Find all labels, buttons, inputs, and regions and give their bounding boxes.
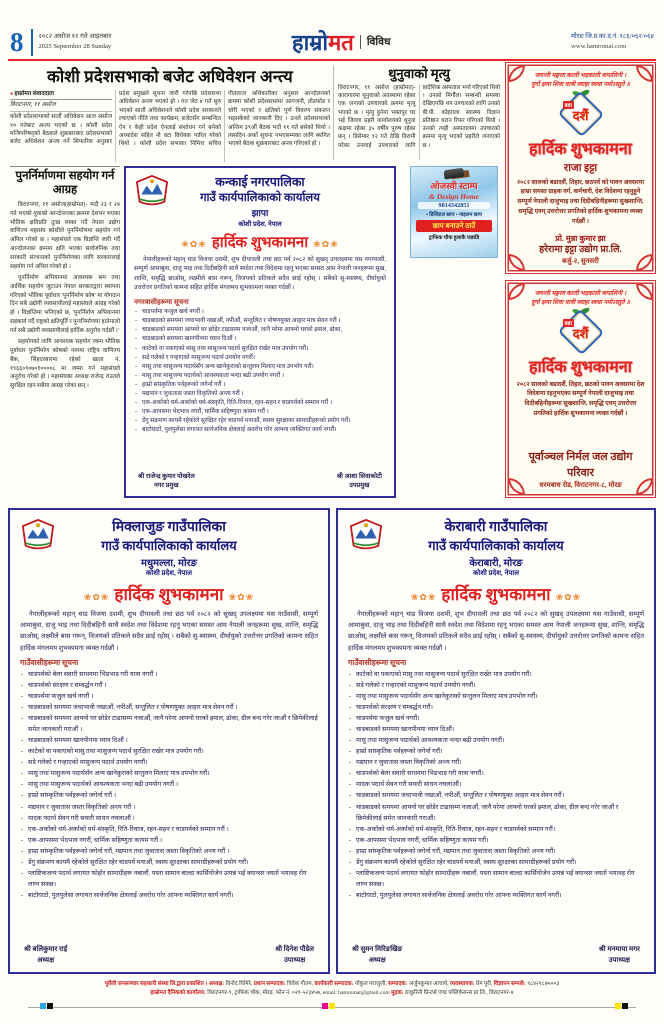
notice-bullet: - प्लाष्टिकजन्य पदार्थ लगायत फोहोर सामाग्रीहरू नबालौं, यस्ता सामान बाल्दा कार्सिनोजेन उत्पन्न भई क्यान्सर जस्तो भयावह रोग लाग्न सक्छ। [20, 868, 318, 890]
notice-heading: गाउँवासीहरूमा सूचना [20, 657, 79, 667]
signature-left [24, 944, 67, 965]
imprint-line-2 [20, 989, 644, 998]
signatory-name: श्री आशा सिवाकोटी [336, 472, 382, 480]
municipality-office: गाउँ कार्यपालिकाको कार्यालय [200, 192, 320, 204]
footer-segment: अध्यक्ष: [208, 981, 226, 987]
bada-dashain-logo-icon [559, 311, 603, 353]
notice-bullet: - सडे गलेको र गन्हाएको मासुजन्य पदार्थ उपयोग नगरौं। [20, 757, 318, 768]
footer-segment: विराटनगर-९, ट्राफिक चोक, मोरङ, फोन नं. ०२१-५२३४५७, email: hamromat@gmail.com [207, 989, 392, 996]
notice-bullet: - काटेको वा पकाएको मासु तथा मासुजन्य पदार्थ सुरक्षित राखेर मात्र उपयोग गरौं। [134, 345, 386, 354]
municipality-province: कोशी प्रदेश, नेपाल [146, 569, 192, 577]
notice-bullet: - मादक पदार्थ सेवन गरी सवारी साधन नचलाऔं। [348, 779, 644, 790]
registration-number: मोरङ जि.प्र.का.द.नं. १८६/०६२/०६४ [571, 33, 654, 41]
signatory-role: अध्यक्ष [368, 955, 386, 964]
notice-bullet: - एक-अर्काको धर्म-अर्काको धर्म-संस्कृति, रिति-रिवाज, रहन-सहन र चाडपर्वको सम्मान गरौं । [20, 824, 318, 835]
municipality-header [20, 517, 318, 578]
footer-segment: विज्ञापन सम्पर्क: [493, 981, 528, 987]
signature-left [352, 944, 402, 965]
article-body-columns [338, 84, 500, 160]
imprint-line-1 [20, 980, 644, 989]
signatory-role: उपप्रमुख [349, 482, 370, 490]
signatory-role: अध्यक्ष [37, 955, 55, 964]
notice-bullet: - एक-अर्काको धर्म-अर्काको धर्म-संस्कृति, रिति-रिवाज, रहन-सहन र चाडपर्वको सम्मान गरौं। [348, 824, 644, 835]
ad-raja-itta [505, 62, 656, 274]
logo-text-bada: बडा [564, 102, 573, 109]
notice-bullet: - चाडबाडको समयमा खानपीनमा ध्यान दिऔं । [134, 335, 386, 344]
footer-segment: हाम्रोमत दैनिकको कार्यालय: [150, 989, 208, 996]
notice-bullet: - मद्यपान र जुवातास जस्ता विकृतिको अन्त्य गरौं । [134, 390, 386, 399]
greeting-title: हार्दिक शुभकामना [529, 358, 632, 376]
greeting-title-row [134, 232, 386, 252]
notice-bullet: - चाडपर्वमा फजुल खर्च नगरौं। [348, 713, 644, 724]
flower-decoration-icon: ❀✿❀ [83, 592, 110, 602]
dateline: विराटनगर, ११ असोज [10, 101, 112, 111]
notice-bullet: - डेंगु संक्रमण कायमै रहेकोले सुरक्षित रहेर चाडपर्व मनाऔं, स्वस्थ सुरक्षाका सामाग्रीहरूको प्रयोग गरौं। [20, 857, 318, 868]
footer-segment: अर्जुनकुमार आचार्य, [408, 981, 450, 987]
municipality-name: केराबारी गाउँपालिका [444, 520, 548, 535]
flower-decoration-icon: ❀✿❀ [228, 592, 255, 602]
notice-heading: गाउँवासीहरूमा सूचना [348, 657, 407, 667]
flower-decoration-icon: ❀✿❀ [181, 239, 207, 249]
durga-mantra: जयन्ती मङ्गला काली भद्रकाली कपालिनी । दुर्गा क्षमा शिवा धात्री स्वाहा स्वधा नमोऽस्तुते ॥ [531, 290, 630, 307]
stamp-ad-subtitle: & Design Home [429, 192, 479, 201]
footer-segment: ठाकुरिनी प्रिन्टर्स एण्ड पब्लिकेसन्स प्रा.लि., विराटनगर-४ [405, 989, 514, 996]
notice-bullet: - चाडबाडको समयमा जथाभावी नखाऔं, नपीऔं, सन्तुलित र पोषणयुक्त आहार मात्र सेवन गरौं । [134, 317, 386, 326]
company-name: हरेरामा इट्टा उद्योग प्रा.लि. [539, 244, 622, 255]
article-detainee-death [338, 64, 500, 164]
greeting-body: नेपालीहरूको महान् चाड विजया दशमी, शुभ दीपावली तथा छठ पर्व २०८२ को सुखद् उपलक्ष्यमा यस गाउँवासी, सम्पूर्ण आमाबुवा, दाजु भाइ तथा दिदीबहिनी साथै स्वदेश तथा विदेशमा रहनु भएका समस्त आम नेपाली जनहरूमा सुख, शान्ति, समृद्धि छाओस्, लक्ष्मीले बास गरून्, विजयको प्रतिकले सदैव छाई रहोस् । सबैको सु-स्वास्थ्य, दीर्घायुको उत्तरोत्तर प्रगतिको कामना सहित हार्दिक मंगलमय शुभकामना व्यक्त गर्दछौं । [20, 611, 318, 652]
byline-dot-icon: ● [10, 92, 14, 97]
ad-kerabari-municipality [336, 508, 656, 974]
footer-segment: व्यवस्थापक: [449, 981, 477, 987]
notice-bullet: - मद्यपान र जुवातास जस्ता विकृतिको अन्त्य गरौं। [348, 757, 644, 768]
article-headline: कोशी प्रदेशसभाको बजेट अधिवेशन अन्त्य [47, 67, 293, 86]
notice-bullet: - बाटोघाटो, पुलपुलेसा लगायत सार्वजनिक क्षेत्रलाई अवरोध गरेर आफ्ना व्यक्तिगत कार्य नगरौं। [134, 426, 386, 435]
company-address: बर्जु-२, सुनसरी [562, 257, 599, 266]
signature-right [275, 944, 314, 965]
bada-dashain-logo-icon [559, 93, 603, 135]
date-block [39, 32, 112, 51]
notice-bullet: - सडे गलेको र गन्हाएको मासुजन्य पदार्थ उपयोग नगरौं। [134, 354, 386, 363]
column-divider [333, 66, 334, 160]
signatory-role: नगर प्रमुख [154, 482, 179, 490]
notice-bullet: - चाडपर्वमा फजुल खर्च नगरौं । [134, 308, 386, 317]
article-body-text: कोशी प्रदेशसभाको सातौं अधिवेशन आज असोज १० गतेबाट अन्त्य भएको छ । कोशी प्रदेश मन्त्रिपरिषद्को बैठकले शुक्रबारबाट प्रदेशसभाको बजेट अधिवेशन अन्त्य गर्ने सिफारिस अनुसार प्रदेश प्रमुखले सूचना जारी गरेपछि प्रदेशसभा अधिवेशन अन्त्य भएको हो । गत जेठ ४ गते सुरु भएको सातौं अधिवेशनले कोशी प्रदेश सरकारले ल्याएको नीति तथा कार्यक्रम, बजेटसँग सम्बन्धित ऐन र केही प्रदेश ऐनलाई संशोधन गर्न बनेको अध्यादेश सहित नौ वटा विधेयक पारित गरेको थियो । कोशी प्रदेश सभाका निमित्त सचिव गीताराज अधिकारीका अनुसार आन्दोलनको क्रममा कोशी प्रदेशसभामा आगजनी, तोडफोड र चोरी भएको र क्षतिको पूर्ण विवरण संकलन भइसकेको जानकारी दिए । उनले प्रदेशसभाको अन्तिम ३९औं बैठक भदौ ११ गते बसेको थियो । त्यसदिन अर्को सूचना नभएसम्मका लागि स्थगित भएको बैठक शुक्रबारबाट अन्त्य गरिएको हो । [10, 91, 330, 148]
signatory-name: श्री राजेन्द्र कुमार पोखरेल [138, 472, 195, 480]
signature-row [348, 942, 644, 965]
notice-bullet: - चाडपर्वको बेला सवारी साधनमा भिडभाड गरी यात्रा नगरौं । [20, 669, 318, 680]
greeting-title: हार्दिक शुभकामना [529, 140, 632, 158]
footer-segment: विवेक गौतम, [287, 981, 315, 987]
municipality-province: कोशी प्रदेश, नेपाल [473, 569, 519, 577]
rubber-stamp-icon [443, 168, 464, 180]
notice-bullet-list [20, 669, 318, 900]
ad-miklajung-municipality [8, 508, 330, 974]
notice-bullet: - मासु तथा मासुजन्य पदार्थसँग अन्य खानेकुराको सन्तुलन मिलाए मात्र उपभोग गरौं। [20, 768, 318, 779]
notice-bullet: - एक-आपसमा भेदभाव नगरौं, धार्मिक सहिष्णुता कायम गरौं। [348, 835, 644, 846]
municipality-name: कन्काई नगरपालिका [215, 175, 305, 189]
notice-bullet: - एक-आपसमा भेदभाव नगरौं, धार्मिक सहिष्णुता कायम गरौं । [20, 835, 318, 846]
date-english: 2025 September 28 Sunday [38, 43, 112, 50]
footer-segment: प्रेम पुरी, [476, 981, 494, 987]
flower-decoration-icon: ❀✿❀ [555, 592, 582, 602]
municipality-emblem-icon [348, 519, 384, 551]
article-body-text: विराटनगर, ११ असोज (हाम्रोमत)- कारागारमा थुनुवाको अवस्थामा रहेका एक जनाको उपचारको क्रममा मृत्यु भएको छ । मृत्यु हुनेमा भक्तपुर घर भई जिल्ला प्रहरी कार्यालयको थुनुवा कक्षमा रहेका ३५ वर्षीय पुरुष रहेका छन् । डिसेम्बर १२ गते देखि विरामी परेका उनलाई उपचारको लागि प्रादेशिक अस्पताल भर्ना गरिएको थियो । उनको मिर्गौला सम्बन्धी समस्या देखिएपछि थप उपचारको लागि उनको बी.पी. कोइराला स्वास्थ्य विज्ञान प्रतिष्ठान धरान रिफर गरिएको थियो । उनको त्यही अस्पतालमा उपचारको क्रममा मृत्यु भएको प्रहरीले जनाएको छ । [338, 85, 500, 149]
logo-text-dashain: दशैं [572, 325, 589, 341]
notice-bullet: - चाडबाडको समयमा आफ्नो घर छोडेर टाढासम्म नजाऔं, जानै परेमा आफ्नो घरको झ्याल, ढोका, [134, 326, 386, 335]
signature-right [599, 944, 640, 965]
masthead [292, 27, 391, 57]
page-number: 8 [10, 29, 33, 56]
greeting-body: २०८२ सालको बडादशैं, तिहार, छठपर्व को पावन अवसरमा हाम्रा समस्त ग्राहक वर्ग, कर्मचारी, देश विदेशमा रहनुहुने सम्पूर्ण नेपाली दाजुभाइ तथा दिदीबहिनीहरूमा सुखशान्ति, समृद्धि एवम् उत्तरोत्तर प्रगतिको हार्दिक शुभकामना व्यक्त गर्दछौं । [516, 178, 645, 225]
notice-bullet: - मासु तथा मासुजन्य पदार्थसँग अन्य खानेकुराको सन्तुलन मिलाए मात्र उपभोग गरौं। [134, 363, 386, 372]
municipality-header [134, 173, 386, 228]
logo-text-dashain: दशैं [572, 107, 589, 123]
greeting-title: हार्दिक शुभकामना [211, 235, 309, 251]
notice-bullet: - चाडबाडको समयमा खानपीनमा ध्यान दिऔं । [20, 735, 318, 746]
footer-segment: गोकुल पराजुली, [354, 981, 389, 987]
section-label: विविध [360, 35, 391, 49]
article-headline: पुनर्निर्माणमा सहयोग गर्न आग्रह [15, 170, 115, 197]
greeting-body: २०८२ सालको बडादशैं, तिहार, छठको पावन अवसरमा देश विदेशमा रहनुभएका सम्पूर्ण नेपाली दाजुभाइ तथा दिदीबहिनीहरूमा सुखशान्ति, समृद्धि एवम् उत्तरोत्तर प्रगतिको हार्दिक शुभकामना व्यक्त गर्दछौं । [516, 380, 645, 417]
stamp-ad-phone: 9814342851 [418, 202, 490, 209]
color-registration-mark [322, 1003, 335, 1009]
footer-segment: विनोद घिमिरे, [225, 981, 254, 987]
date-nepali: २०८२ असोज १२ गते आइतबार [38, 33, 112, 41]
notice-bullet: - मासु तथा मासुजन्य पदार्थको आवश्यकता भन्दा बढी उपयोग नगरौं । [134, 372, 386, 381]
notice-bullet: - चाडबाडको समयमा आफ्नो घर छोडेर टाढासम्म नजाऔं, जानै परेमा आफ्नो घरको झ्याल, ढोका, ग्रील बन्द गरेर जाऔं र छिमेकीलाई समेत जानकारी गराऔं । [20, 713, 318, 735]
municipality-place: झापा [251, 208, 269, 218]
municipality-emblem-icon [20, 519, 56, 551]
masthead-logo-part1: हाम्रो [291, 30, 329, 55]
signatory-name: श्री दिनेश पौडेल [275, 945, 314, 953]
article-body-columns [10, 90, 330, 162]
footer-segment: मुद्रक: [391, 989, 406, 996]
stamp-ad-tagline: छाप बनाउने ठाउँ [416, 220, 492, 232]
notice-bullet: - चाडपर्वको बेला सवारी साधनमा भिडभाड गरी यात्रा नगरौं। [348, 768, 644, 779]
greeting-body: नेपालीहरूको महान् चाड विजया दशमी, शुभ दीपावली तथा छठ पर्व २०८२ को सुखद् उपलक्ष्यमा यस गाउँवासी, सम्पूर्ण आमाबुवा, दाजु भाइ तथा दिदीबहिनी साथै स्वदेश तथा विदेशमा रहनु भएका समस्त आम नेपाली जनहरूमा सुख, शान्ति, समृद्धि छाओस्, लक्ष्मीले बास गरून्, विजयको प्रतिकले सदैव छाई रहोस् । सबैको सु-स्वास्थ्य, दीर्घायुको उत्तरोत्तर प्रगतिको कामना सहित हार्दिक मंगलमय शुभकामना व्यक्त गर्दछौं । [348, 611, 644, 652]
signatory-name: श्री सुमन मिरिङखिङ [352, 945, 403, 953]
notice-bullet: - बाटोघाटो, पुलपुलेसा लगायत सार्वजनिक क्षेत्रलाई अवरोध गरेर आफ्ना व्यक्तिगत कार्य नगरौं। [20, 890, 318, 901]
notice-bullet: - चाडबाडको समयमा जथाभावी नखाऔं, नपीऔं, सन्तुलित र पोषणयुक्त आहार मात्र सेवन गरौं। [348, 790, 644, 801]
signatory-name: श्री बलिकुमार राई [24, 945, 68, 953]
greeting-title: हार्दिक शुभकामना [114, 585, 224, 604]
notice-bullet-list [348, 669, 644, 900]
notice-bullet: - हाम्रा सांस्कृतिक पर्वहरूको जगेर्ना गरौं, मद्यपान तथा जुवातास जस्ता विकृतिको अन्त्य गरौं। [348, 846, 644, 857]
signature-row [134, 470, 386, 492]
municipality-place: केराबारी, मोरङ [469, 558, 523, 569]
article-body-text: विराटनगर, ११ असोज(हाम्रोमत)- भदौ २३ र २४ गते भएको युवाको आन्दोलनका क्रममा देशभर भएका भौतिक क्षतिप्रति दुःख व्यक्त गर्दै नेपाल उद्योग वाणिज्य महासंघ कोशीले पुनर्निर्माणमा सहयोग गर्न अपिल गरेको छ । महासंघले एक विज्ञप्ति जारी गर्दै आन्दोलनका क्रममा क्षति भएका सार्वजनिक तथा सरकारी संरचनाको पुनर्निर्माणका लागि सरकारलाई सहयोग गर्न अपिल गरेको हो । पुनर्निर्माण अभियानमा आवश्यक श्रम तथा आर्थिक सहयोग जुटाउन नेपाल सरकारद्वारा स्थापना गरिएको भौतिक पूर्वाधार 'पुनर्निर्माण कोष' मा योगदान दिन सबै उद्योगी व्यवसायीलाई महासंघले आग्रह गरेको हो । विज्ञप्तिमा भनिएको छ, 'पुनर्निर्माण अभियानमा सहकार्य गर्दै राष्ट्रको क्षतिपूर्ति र पुनःनिर्माणमा हातेमालो गर्न सबै उद्योगी व्यवसायीलाई हार्दिक अनुरोध गर्दछौं ।' सहयोगको लागि आवश्यक सहयोग रकम भौतिक पूर्वाधार पुनर्निर्माण कोषको नाममा राष्ट्रिय वाणिज्य बैंक, सिंहदरबारमा रहेको खाता नं. १९६६०९०७०१००००८ मा जम्मा गर्न महासंघले अनुरोध गरेको हो । महासंघका अध्यक्ष राजेन्द्र राउतले सुरक्षित रहन सबैमा आग्रह गरेका छन् । [10, 201, 120, 390]
footer-segment: कार्यकारी सम्पादक: [314, 981, 355, 987]
color-registration-mark [40, 1003, 53, 1009]
greeting-title-row [20, 582, 318, 605]
notice-bullet-list [134, 308, 386, 435]
article-reconstruction-appeal [10, 166, 120, 498]
stamp-ad-services: • डिजिटल छाप • नाइलन छाप [426, 212, 482, 218]
stamp-ad-address: ट्राफिक चौक हुलाकै पछाडि [428, 235, 480, 241]
company-address: धरमबाध रोड, विराटनगर-८, मोरङ [539, 481, 622, 490]
signatory-name: प्रो. मुन्ना कुमार झा [555, 233, 606, 243]
footer-segment: सम्पादक: [388, 981, 409, 987]
flower-decoration-icon: ❀✿❀ [410, 592, 437, 602]
website-url[interactable]: www.hamromat.com [571, 43, 627, 50]
notice-bullet: - एक-आपसमा भेदभाव नगरौं, धार्मिक सहिष्णुता कायम गरौं । [134, 408, 386, 417]
signature-block [515, 233, 646, 267]
masthead-logo-part2: मत [328, 30, 354, 55]
imprint-footer [20, 980, 644, 998]
footer-segment: पूर्वेली जनसञ्चार सहकारी संस्था लि.द्वारा प्रकाशित । [104, 981, 209, 987]
signatory-name: श्री मनमाया मगर [598, 945, 640, 953]
company-name: पूर्वाञ्चल निर्मल जल उद्योग परिवार [528, 451, 633, 479]
notice-bullet: - मासु तथा मासुजन्य पदार्थसँग अन्य खानेकुराको सन्तुलन मिलाए मात्र उपभोग गरौं। [348, 691, 644, 702]
notice-bullet: - बाटोघाटो, पुलपुलेसा लगायत सार्वजनिक क्षेत्रलाई अवरोध गरेर आफ्ना व्यक्तिगत कार्य नगरौं। [348, 890, 644, 901]
signature-block [515, 450, 646, 491]
notice-bullet: - सडे गलेको र गन्हाएको मासुजन्य पदार्थ उपयोग नगरौं। [348, 680, 644, 691]
flower-decoration-icon: ❀✿❀ [313, 239, 339, 249]
notice-bullet: - काटेको वा पकाएको मासु तथा मासुजन्य पदार्थ सुरक्षित राखेर मात्र उपयोग गरौं। [348, 669, 644, 680]
ad-ojaswi-stamp [410, 166, 498, 258]
notice-bullet: - चाडपर्वमा फजुल खर्च नगरौं । [20, 691, 318, 702]
footer-segment: प्रधान सम्पादक: [253, 981, 288, 987]
color-registration-mark [615, 1003, 628, 1009]
municipality-office: गाउँ कार्यपालिकाको कार्यालय [101, 538, 237, 553]
advertiser-name: राजा इट्टा [563, 162, 598, 174]
notice-bullet: - मद्यपान र जुवातास जस्ता विकृतिको अन्त्य गरौं । [20, 802, 318, 813]
notice-bullet: - डेंगु संक्रमण कायमै रहेकोले सुरक्षित रहेर चाडपर्व मनाऔं, स्वस्थ सुरक्षाका सामाग्रीहरूको प्रयोग गरौं। [348, 857, 644, 868]
notice-bullet: - हाम्रो सांस्कृतिक पर्वहरूको जगेर्ना गरौं। [348, 746, 644, 757]
signatory-role: उपाध्यक्ष [283, 955, 306, 964]
notice-bullet: - चाडपर्वको संरक्षण र सम्वर्द्धन गरौं । [20, 680, 318, 691]
municipality-header [348, 517, 644, 578]
ad-nirmal-jal [505, 280, 656, 498]
page-header [10, 26, 654, 58]
notice-bullet: - मासु तथा मासुजन्य पदार्थको आवश्यकता भन्दा बढी उपयोग नगरौं। [348, 735, 644, 746]
logo-text-bada: बडा [564, 320, 573, 327]
notice-bullet: - काटेको वा पकाएको मासु तथा मासुजन्य पदार्थ सुरक्षित राखेर मात्र उपयोग गरौं। [20, 746, 318, 757]
notice-bullet: - मासु तथा मासुजन्य पदार्थको आवश्यकता भन्दा बढी उपयोग नगरौं । [20, 779, 318, 790]
notice-bullet: - हाम्रा सांस्कृतिक पर्वहरूको जगेर्ना गरौं, मद्यपान तथा जुवातास जस्ता विकृतिको अन्त्य गरौं । [20, 846, 318, 857]
header-right-block [571, 32, 654, 52]
greeting-title-row [348, 582, 644, 605]
signature-row [20, 942, 318, 965]
footer-segment: ९८४२१८७५००३ [527, 981, 560, 987]
municipality-province: कोशी प्रदेश, नेपाल [238, 221, 282, 228]
greeting-body: नेपालीहरूको महान् चाड विजया दशमी, शुभ दीपावली तथा छठ पर्व २०८२ को सुखद् उपलक्ष्यमा यस नगरवासी, सम्पूर्ण आमाबुवा, दाजु भाइ तथा दिदीबहिनी साथै स्वदेश तथा विदेशमा रहनु भएका समस्त आम नेपाली जनहरूमा सुख, शान्ति, समृद्धि छाओस्, लक्ष्मीले बास गरून्, विजयको प्रतिकले सदैव छाई रहोस् । सबैको सु-स्वास्थ्य, दीर्घायुको उत्तरोत्तर प्रगतिको कामना सहित हार्दिक मंगलमय शुभकामना व्यक्त गर्दछौं । [134, 257, 386, 292]
article-headline: थुनुवाको मृत्यु [388, 66, 450, 81]
signatory-role: उपाध्यक्ष [608, 955, 631, 964]
notice-heading: नगरवासीहरूमा सूचना [134, 297, 189, 306]
notice-bullet: - हाम्रो सांस्कृतिक पर्वहरूको जगेर्ना गरौं । [20, 790, 318, 801]
municipality-name: मिक्लाजुङ गाउँपालिका [112, 520, 226, 535]
notice-bullet: - चाडबाडको समयमा जथाभावी नखाऔं, नपीऔं, सन्तुलित र पोषणयुक्त आहार मात्र सेवन गरौं । [20, 702, 318, 713]
signature-right [337, 472, 382, 492]
notice-bullet: - चाडपर्वको संरक्षण र सम्वर्द्धन गरौं। [348, 702, 644, 713]
municipality-place: मधुमल्ला, मोरङ [140, 558, 198, 569]
notice-bullet: - डेंगु संक्रमण कायमै रहेकोले सुरक्षित रहेर चाडपर्व मनाऔं, स्वस्थ सुरक्षाका सामाग्रीहरूको प्रयोग गरौं। [134, 417, 386, 426]
notice-bullet: - चाडबाडको समयमा आफ्नो घर छोडेर टाढासम्म नजाऔं, जानै परेमा आफ्नो घरको झ्याल, ढोका, ग्रील बन्द गरेर जाऔं र छिमेकीलाई समेत जानकारी गराऔं। [348, 802, 644, 824]
greeting-title: हार्दिक शुभकामना [441, 585, 551, 604]
notice-bullet: - प्लाष्टिकजन्य पदार्थ लगायत फोहोर सामाग्रीहरू नबालौं, यस्ता सामान बाल्दा कार्सिनोजेन उत्पन्न भई क्यान्सर जस्तो भयावह रोग लाग्न सक्छ। [348, 868, 644, 890]
header-divider [8, 59, 656, 61]
notice-bullet: - चाडबाडको समयमा खानपीनमा ध्यान दिऔं। [348, 724, 644, 735]
notice-bullet: - हाम्रो सांस्कृतिक पर्वहरूको जगेर्ना गरौं । [134, 381, 386, 390]
ad-kankai-municipality [124, 166, 396, 498]
byline: ● हाम्रोमत संवाददाता [10, 90, 112, 100]
notice-bullet: - एक-अर्काको धर्म-अर्काको धर्म-संस्कृति, रिति-रिवाज, रहन-सहन र चाडपर्वको सम्मान गरौं । [134, 399, 386, 408]
municipality-office: गाउँ कार्यपालिकाको कार्यालय [428, 538, 564, 553]
municipality-emblem-icon [134, 175, 170, 207]
notice-bullet: - मादक पदार्थ सेवन गरी सवारी साधन नचलाऔं । [20, 813, 318, 824]
durga-mantra: जयन्ती मङ्गला काली भद्रकाली कपालिनी । दुर्गा क्षमा शिवा धात्री स्वाहा स्वधा नमोऽस्तुते ॥ [531, 72, 630, 89]
article-budget-session [10, 64, 330, 164]
stamp-ad-title: ओजस्वी स्टाम्प [430, 181, 478, 191]
page-number-block [10, 26, 112, 57]
signature-left [138, 472, 195, 492]
